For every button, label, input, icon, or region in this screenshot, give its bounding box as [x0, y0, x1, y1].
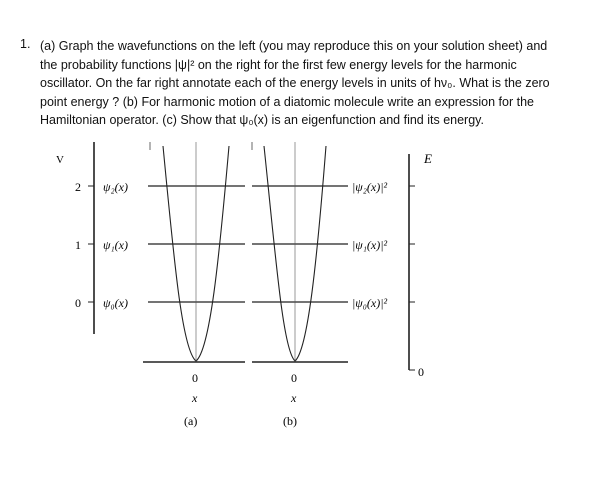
- question-number: 1.: [20, 37, 31, 51]
- panel-b-xlabel: x: [291, 391, 297, 405]
- right-axis-label: E: [424, 151, 432, 166]
- prob-label: |ψ₂(x)|²: [352, 180, 388, 194]
- psi-label: ψ₂(x): [103, 180, 128, 194]
- prob-label: |ψ₁(x)|²: [352, 238, 388, 252]
- panel-b-caption: (b): [283, 414, 297, 428]
- level-number: 2: [75, 180, 81, 194]
- right-zero-label: 0: [418, 365, 424, 379]
- level-number: 1: [75, 238, 81, 252]
- panel-a-caption: (a): [184, 414, 198, 428]
- question-line: (a) Graph the wavefunctions on the left (you may reproduce this on your solution sheet) and: [40, 39, 548, 53]
- question-line: the probability functions |ψ|² on the right for the first few energy levels for the harmonic: [40, 57, 517, 72]
- prob-label: |ψ₀(x)|²: [352, 296, 388, 310]
- question-line: Hamiltonian operator. (c) Show that ψ₀(x) is an eigenfunction and find its energy.: [40, 113, 484, 128]
- panel-b-zero: 0: [291, 371, 297, 385]
- level-number: 0: [75, 296, 81, 310]
- left-axis-label: V: [56, 154, 64, 166]
- question-line: point energy ? (b) For harmonic motion of a diatomic molecule write an expression for the: [40, 94, 534, 109]
- panel-a-zero: 0: [192, 371, 198, 385]
- psi-label: ψ₁(x): [103, 238, 128, 252]
- psi-label: ψ₀(x): [103, 296, 128, 310]
- panel-a-xlabel: x: [192, 391, 198, 405]
- question-line: oscillator. On the far right annotate each of the energy levels in units of hν₀. What is the zero: [40, 76, 550, 91]
